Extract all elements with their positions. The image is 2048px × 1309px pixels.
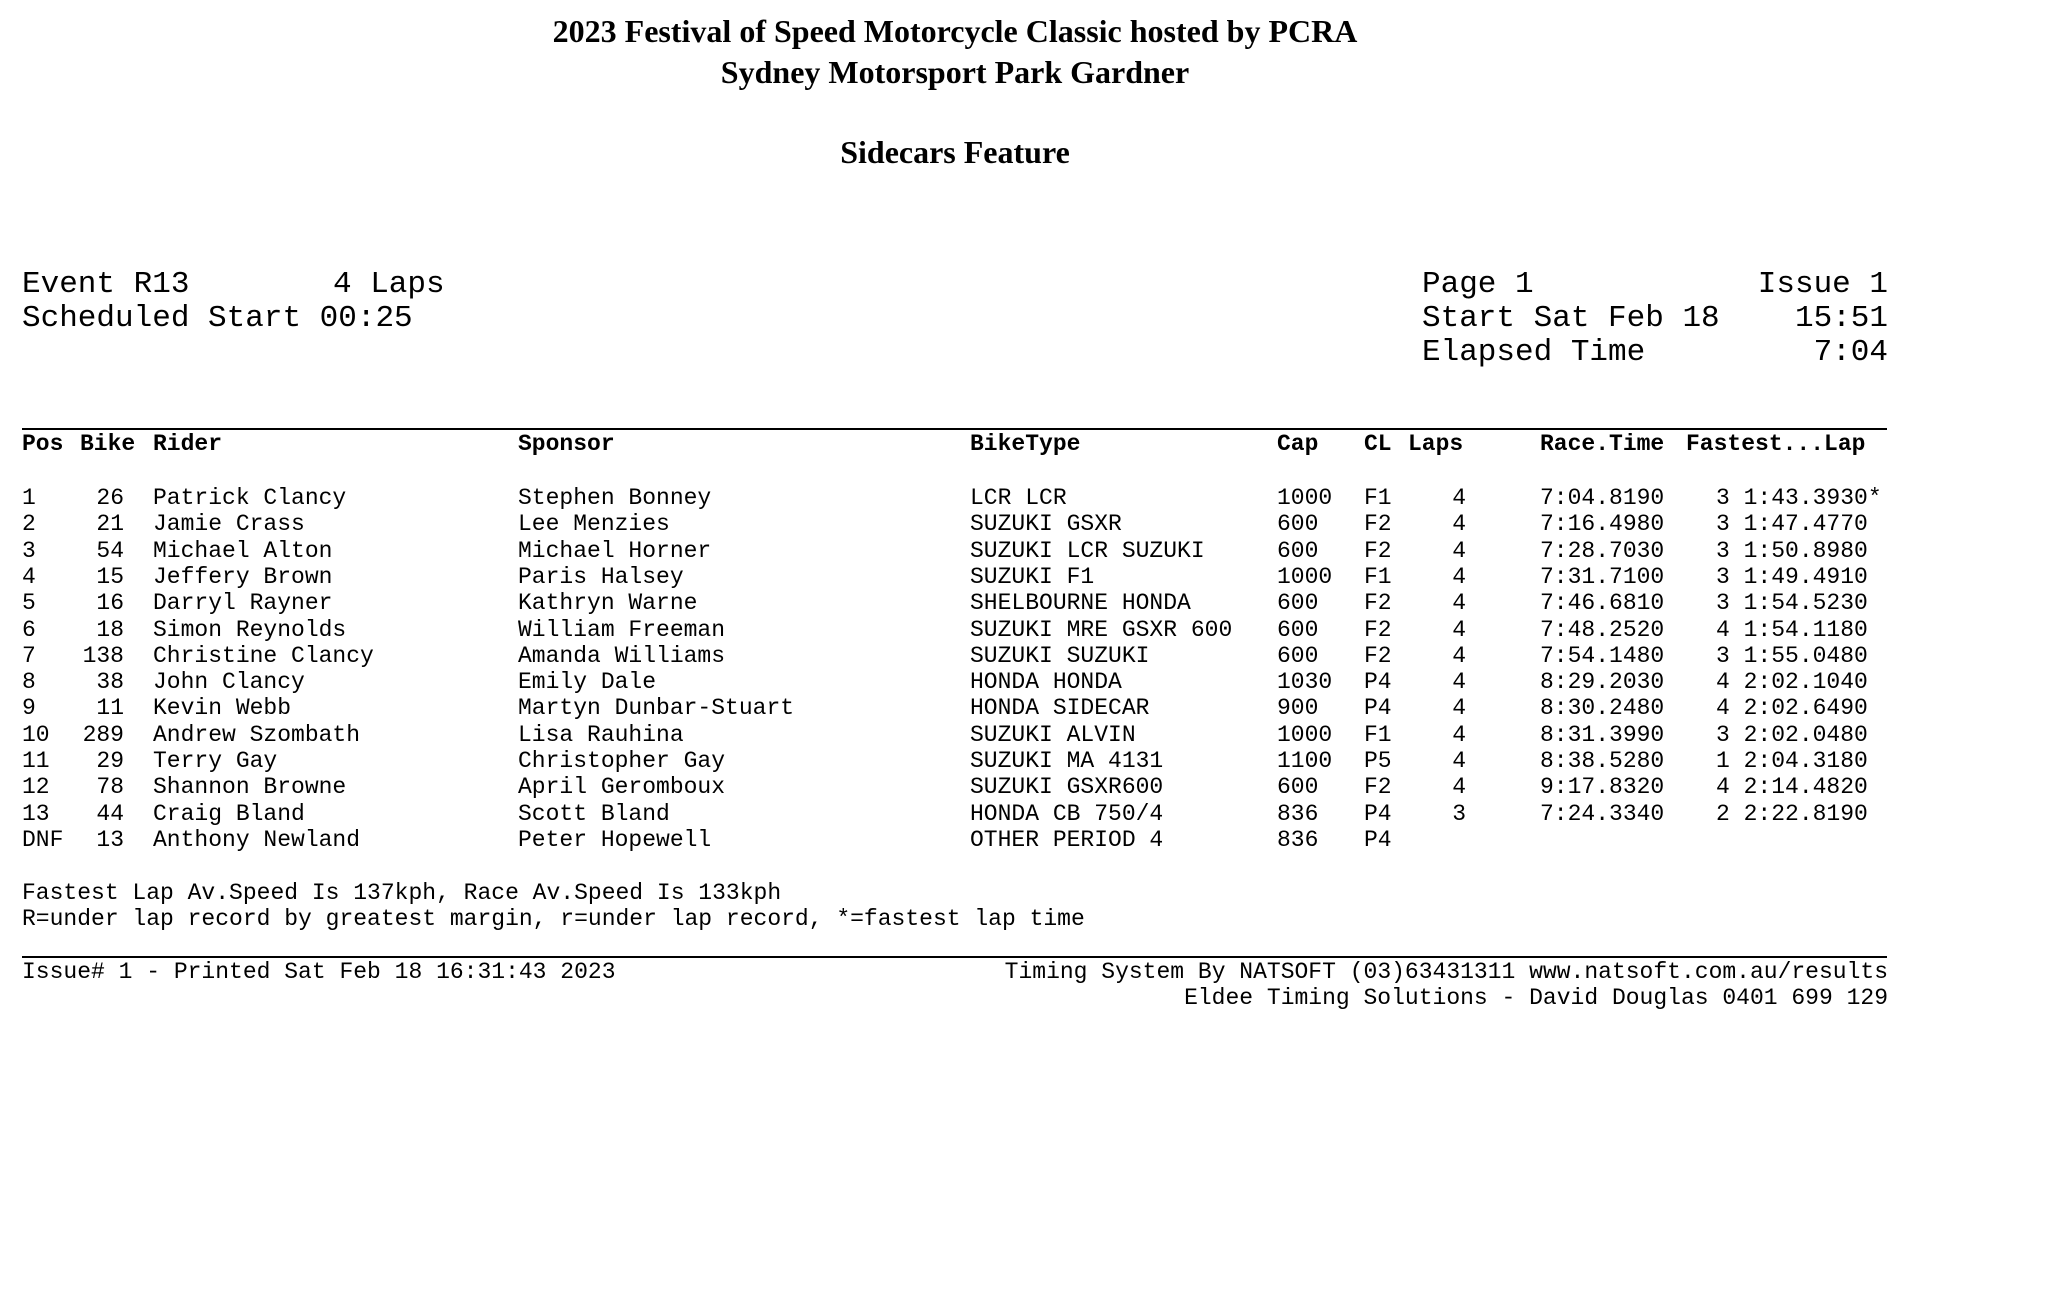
col-pos: Pos <box>22 431 64 457</box>
cell-rider: Simon Reynolds <box>153 616 347 643</box>
start-label: Start Sat Feb 18 <box>1422 301 1720 336</box>
cell-cl: F2 <box>1364 537 1392 564</box>
table-row <box>0 695 1910 721</box>
cell-laps: 4 <box>1452 695 1466 722</box>
cell-cl: P4 <box>1364 695 1392 722</box>
table-row <box>0 774 1910 800</box>
elapsed-time: 7:04 <box>1813 335 1888 370</box>
cell-bike: 44 <box>96 800 124 827</box>
cell-rider: Darryl Rayner <box>153 590 333 617</box>
cell-biketype: SHELBOURNE HONDA <box>970 590 1191 617</box>
scheduled-start: Scheduled Start 00:25 <box>22 301 413 336</box>
col-cap: Cap <box>1277 431 1319 457</box>
cell-bike: 26 <box>96 485 124 511</box>
cell-laps: 4 <box>1452 642 1466 669</box>
table-row <box>0 511 1910 537</box>
cell-race-time: 8:31.3990 <box>1540 721 1665 748</box>
cell-laps: 4 <box>1452 590 1466 617</box>
cell-biketype: HONDA SIDECAR <box>970 695 1150 722</box>
cell-fastest: 3 2:02.0480 <box>1716 721 1868 748</box>
cell-rider: Andrew Szombath <box>153 721 361 748</box>
cell-cl: F1 <box>1364 485 1392 511</box>
cell-cl: P5 <box>1364 748 1392 774</box>
cell-pos: 5 <box>22 590 36 617</box>
elapsed-label: Elapsed Time <box>1422 335 1646 370</box>
cell-cap: 1030 <box>1277 669 1333 696</box>
cell-biketype: LCR LCR <box>970 485 1067 511</box>
cell-biketype: HONDA CB 750/4 <box>970 800 1164 827</box>
col-bike: Bike <box>80 431 136 457</box>
cell-sponsor: Stephen Bonney <box>518 485 712 511</box>
cell-sponsor: William Freeman <box>518 616 726 643</box>
cell-rider: Jamie Crass <box>153 511 305 538</box>
cell-rider: Jeffery Brown <box>153 563 333 590</box>
cell-sponsor: Lisa Rauhina <box>518 721 684 748</box>
cell-cap: 1000 <box>1277 563 1333 590</box>
cell-cap: 836 <box>1277 826 1319 853</box>
cell-bike: 13 <box>96 826 124 853</box>
cell-sponsor: Amanda Williams <box>518 642 726 669</box>
cell-fastest: 3 1:47.4770 <box>1716 511 1868 538</box>
cell-bike: 15 <box>96 563 124 590</box>
cell-laps: 4 <box>1452 511 1466 538</box>
page-number: Page 1 <box>1422 267 1534 302</box>
col-sponsor: Sponsor <box>518 431 615 457</box>
cell-race-time: 8:29.2030 <box>1540 669 1665 696</box>
col-race-time: Race.Time <box>1540 431 1665 457</box>
speed-note: Fastest Lap Av.Speed Is 137kph, Race Av.Speed Is 133kph <box>22 880 782 906</box>
cell-pos: 9 <box>22 695 36 722</box>
cell-cl: F1 <box>1364 563 1392 590</box>
cell-cap: 1100 <box>1277 748 1333 774</box>
col-biketype: BikeType <box>970 431 1081 457</box>
cell-bike: 38 <box>96 669 124 696</box>
cell-rider: Terry Gay <box>153 748 278 774</box>
cell-cap: 1000 <box>1277 485 1333 511</box>
footer-rule <box>22 956 1887 958</box>
cell-race-time: 7:48.2520 <box>1540 616 1665 643</box>
col-cl: CL <box>1364 431 1392 457</box>
cell-cl: F2 <box>1364 616 1392 643</box>
cell-cap: 836 <box>1277 800 1319 827</box>
cell-bike: 29 <box>96 748 124 774</box>
race-title: Sidecars Feature <box>840 134 1070 170</box>
cell-sponsor: Lee Menzies <box>518 511 670 538</box>
cell-biketype: SUZUKI GSXR600 <box>970 774 1164 801</box>
cell-sponsor: Peter Hopewell <box>518 826 712 853</box>
cell-fastest: 3 1:49.4910 <box>1716 563 1868 590</box>
cell-cl: F1 <box>1364 721 1392 748</box>
cell-pos: 1 <box>22 485 36 511</box>
cell-pos: 10 <box>22 721 50 748</box>
cell-laps: 4 <box>1452 748 1466 774</box>
event-label: Event R13 <box>22 267 190 302</box>
cell-race-time: 7:31.7100 <box>1540 563 1665 590</box>
cell-bike: 54 <box>96 537 124 564</box>
table-row <box>0 617 1910 643</box>
cell-sponsor: April Geromboux <box>518 774 726 801</box>
cell-rider: Kevin Webb <box>153 695 292 722</box>
cell-cap: 1000 <box>1277 721 1333 748</box>
cell-sponsor: Kathryn Warne <box>518 590 698 617</box>
cell-pos: 6 <box>22 616 36 643</box>
cell-pos: 12 <box>22 774 50 801</box>
cell-pos: 11 <box>22 748 50 774</box>
table-row <box>0 801 1910 827</box>
cell-bike: 16 <box>96 590 124 617</box>
cell-fastest: 4 2:02.1040 <box>1716 669 1868 696</box>
table-row <box>0 564 1910 590</box>
cell-race-time: 7:16.4980 <box>1540 511 1665 538</box>
cell-cap: 900 <box>1277 695 1319 722</box>
legend-note: R=under lap record by greatest margin, r=under lap record, *=fastest lap time <box>22 906 1085 932</box>
cell-bike: 11 <box>96 695 124 722</box>
cell-laps: 3 <box>1452 800 1466 827</box>
table-row <box>0 669 1910 695</box>
cell-cl: P4 <box>1364 826 1392 853</box>
cell-bike: 21 <box>96 511 124 538</box>
cell-pos: 7 <box>22 642 36 669</box>
cell-biketype: SUZUKI F1 <box>970 563 1095 590</box>
cell-laps: 4 <box>1452 563 1466 590</box>
cell-cl: F2 <box>1364 774 1392 801</box>
cell-fastest: 3 1:50.8980 <box>1716 537 1868 564</box>
cell-sponsor: Paris Halsey <box>518 563 684 590</box>
table-row <box>0 590 1910 616</box>
cell-fastest: 4 2:14.4820 <box>1716 774 1868 801</box>
cell-laps: 4 <box>1452 669 1466 696</box>
table-row <box>0 485 1910 511</box>
cell-rider: John Clancy <box>153 669 305 696</box>
col-rider: Rider <box>153 431 223 457</box>
cell-sponsor: Emily Dale <box>518 669 657 696</box>
timing-system: Timing System By NATSOFT (03)63431311 www.natsoft.com.au/results <box>1004 959 1888 985</box>
event-laps: 4 Laps <box>333 267 445 302</box>
cell-fastest: 3 1:55.0480 <box>1716 642 1868 669</box>
cell-pos: DNF <box>22 826 64 853</box>
cell-laps: 4 <box>1452 485 1466 511</box>
table-row <box>0 538 1910 564</box>
cell-pos: 8 <box>22 669 36 696</box>
cell-race-time: 7:28.7030 <box>1540 537 1665 564</box>
cell-rider: Michael Alton <box>153 537 333 564</box>
cell-sponsor: Christopher Gay <box>518 748 726 774</box>
cell-fastest: 2 2:22.8190 <box>1716 800 1868 827</box>
cell-bike: 138 <box>82 642 124 669</box>
cell-fastest: 4 1:54.1180 <box>1716 616 1868 643</box>
cell-laps: 4 <box>1452 616 1466 643</box>
cell-pos: 13 <box>22 800 50 827</box>
cell-rider: Shannon Browne <box>153 774 347 801</box>
cell-bike: 18 <box>96 616 124 643</box>
cell-cl: F2 <box>1364 590 1392 617</box>
cell-race-time: 7:54.1480 <box>1540 642 1665 669</box>
cell-laps: 4 <box>1452 774 1466 801</box>
cell-cl: F2 <box>1364 511 1392 538</box>
cell-laps: 4 <box>1452 537 1466 564</box>
col-fastest-lap: Fastest...Lap <box>1686 431 1866 457</box>
table-row <box>0 748 1910 774</box>
cell-race-time: 7:46.6810 <box>1540 590 1665 617</box>
cell-fastest: 1 2:04.3180 <box>1716 748 1868 774</box>
cell-sponsor: Michael Horner <box>518 537 712 564</box>
cell-biketype: SUZUKI ALVIN <box>970 721 1136 748</box>
cell-fastest: 4 2:02.6490 <box>1716 695 1868 722</box>
cell-biketype: SUZUKI SUZUKI <box>970 642 1150 669</box>
cell-race-time: 8:30.2480 <box>1540 695 1665 722</box>
cell-rider: Anthony Newland <box>153 826 361 853</box>
cell-cap: 600 <box>1277 537 1319 564</box>
cell-biketype: SUZUKI MA 4131 <box>970 748 1164 774</box>
cell-race-time: 7:04.8190 <box>1540 485 1665 511</box>
cell-fastest: 3 1:54.5230 <box>1716 590 1868 617</box>
printed-info: Issue# 1 - Printed Sat Feb 18 16:31:43 2023 <box>22 959 616 985</box>
cell-laps: 4 <box>1452 721 1466 748</box>
start-time: 15:51 <box>1794 301 1888 336</box>
table-row <box>0 827 1910 853</box>
cell-cap: 600 <box>1277 774 1319 801</box>
cell-biketype: SUZUKI LCR SUZUKI <box>970 537 1205 564</box>
col-laps: Laps <box>1408 431 1464 457</box>
cell-race-time: 8:38.5280 <box>1540 748 1665 774</box>
cell-cl: P4 <box>1364 669 1392 696</box>
cell-race-time: 7:24.3340 <box>1540 800 1665 827</box>
cell-rider: Patrick Clancy <box>153 485 347 511</box>
cell-cap: 600 <box>1277 511 1319 538</box>
cell-sponsor: Martyn Dunbar-Stuart <box>518 695 795 722</box>
cell-fastest: 3 1:43.3930* <box>1716 485 1882 511</box>
issue-number: Issue 1 <box>1757 267 1888 302</box>
page-title: 2023 Festival of Speed Motorcycle Classic hosted by PCRA <box>552 13 1358 49</box>
cell-cap: 600 <box>1277 616 1319 643</box>
cell-race-time: 9:17.8320 <box>1540 774 1665 801</box>
cell-biketype: HONDA HONDA <box>970 669 1122 696</box>
venue-title: Sydney Motorsport Park Gardner <box>720 54 1190 90</box>
cell-biketype: OTHER PERIOD 4 <box>970 826 1164 853</box>
cell-cl: F2 <box>1364 642 1392 669</box>
cell-rider: Christine Clancy <box>153 642 374 669</box>
cell-cl: P4 <box>1364 800 1392 827</box>
cell-biketype: SUZUKI GSXR <box>970 511 1122 538</box>
cell-bike: 289 <box>82 721 124 748</box>
cell-pos: 3 <box>22 537 36 564</box>
cell-cap: 600 <box>1277 642 1319 669</box>
header-rule <box>22 428 1887 430</box>
table-row <box>0 643 1910 669</box>
cell-bike: 78 <box>96 774 124 801</box>
cell-biketype: SUZUKI MRE GSXR 600 <box>970 616 1233 643</box>
cell-rider: Craig Bland <box>153 800 305 827</box>
table-row <box>0 722 1910 748</box>
cell-cap: 600 <box>1277 590 1319 617</box>
timing-solutions: Eldee Timing Solutions - David Douglas 0401 699 129 <box>1184 985 1888 1011</box>
cell-pos: 2 <box>22 511 36 538</box>
cell-sponsor: Scott Bland <box>518 800 670 827</box>
cell-pos: 4 <box>22 563 36 590</box>
